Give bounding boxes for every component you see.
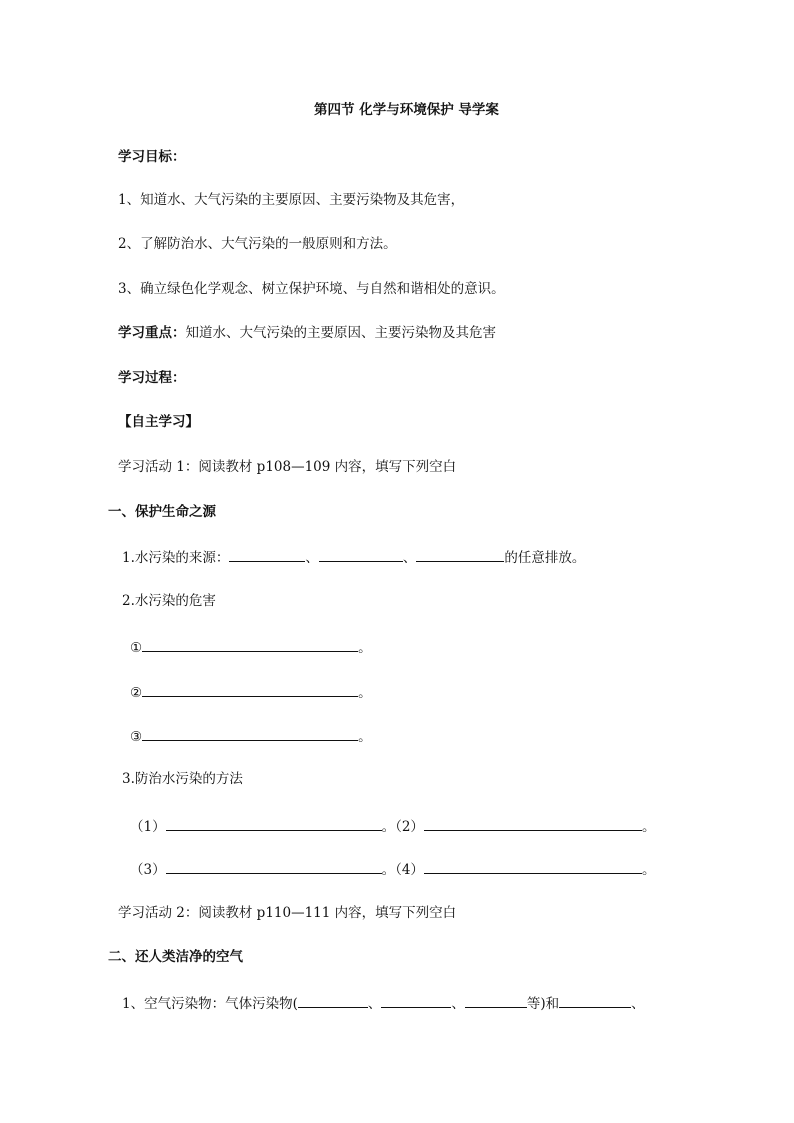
objective-item-3: 3、确立绿色化学观念、树立保护环境、与自然和谐相处的意识。	[118, 281, 505, 297]
self-study-heading: 【自主学习】	[118, 414, 199, 430]
answer-blank[interactable]	[142, 726, 358, 741]
circled-number: ①	[130, 640, 143, 656]
q1-sep: 、	[402, 550, 417, 566]
answer-blank[interactable]	[559, 993, 631, 1008]
period: 。	[381, 862, 396, 878]
answer-blank[interactable]	[424, 816, 642, 831]
answer-blank[interactable]	[319, 547, 403, 562]
item-label: （2）	[395, 819, 424, 835]
q1-mid: 等)和	[526, 996, 560, 1012]
water-pollution-sources	[122, 547, 585, 567]
answer-blank[interactable]	[381, 993, 451, 1008]
circled-number: ③	[130, 729, 143, 745]
item-label: （4）	[395, 862, 424, 878]
activity-1: 学习活动 1：阅读教材 p108—109 内容，填写下列空白	[118, 459, 457, 475]
q1-prefix: 1、空气污染物：气体污染物(	[122, 996, 298, 1012]
answer-blank[interactable]	[166, 816, 382, 831]
prevention-row-2	[130, 859, 655, 879]
objective-item-2: 2、了解防治水、大气污染的一般原则和方法。	[118, 236, 397, 252]
item-label: （1）	[130, 819, 166, 835]
objective-item-1: 1、知道水、大气污染的主要原因、主要污染物及其危害，	[118, 192, 465, 208]
harm-item-2	[130, 682, 372, 702]
harm-item-3	[130, 726, 372, 746]
answer-blank[interactable]	[142, 682, 358, 697]
prevention-heading: 3.防治水污染的方法	[122, 771, 243, 787]
period: 。	[641, 819, 656, 835]
document-title: 第四节 化学与环境保护 导学案	[314, 102, 499, 118]
answer-blank[interactable]	[416, 547, 504, 562]
q1-end: 、	[631, 996, 645, 1012]
answer-blank[interactable]	[465, 993, 527, 1008]
water-pollution-harm-heading: 2.水污染的危害	[122, 593, 216, 609]
q1-prefix: 1.水污染的来源：	[122, 550, 230, 566]
item-label: （3）	[130, 862, 166, 878]
key-points-text: 知道水、大气污染的主要原因、主要污染物及其危害	[185, 325, 496, 341]
circled-number: ②	[130, 685, 143, 701]
process-heading: 学习过程：	[118, 370, 186, 386]
period: 。	[358, 729, 372, 745]
section-1-heading: 一、保护生命之源	[108, 504, 216, 520]
activity-2: 学习活动 2：阅读教材 p110—111 内容，填写下列空白	[118, 905, 457, 921]
key-points	[118, 324, 496, 342]
section-2-heading: 二、还人类洁净的空气	[108, 949, 243, 965]
key-points-label: 学习重点：	[118, 325, 186, 341]
answer-blank[interactable]	[229, 547, 305, 562]
objectives-heading: 学习目标：	[118, 149, 186, 165]
period: 。	[381, 819, 396, 835]
answer-blank[interactable]	[142, 637, 358, 652]
period: 。	[641, 862, 656, 878]
q1-suffix: 的任意排放。	[504, 550, 586, 566]
air-pollutants	[122, 993, 645, 1013]
q1-sep: 、	[305, 550, 319, 566]
harm-item-1	[130, 637, 372, 657]
answer-blank[interactable]	[298, 993, 368, 1008]
prevention-row-1	[130, 816, 655, 836]
q1-sep: 、	[451, 996, 465, 1012]
answer-blank[interactable]	[424, 859, 642, 874]
q1-sep: 、	[367, 996, 382, 1012]
answer-blank[interactable]	[166, 859, 382, 874]
period: 。	[358, 640, 372, 656]
period: 。	[358, 685, 372, 701]
